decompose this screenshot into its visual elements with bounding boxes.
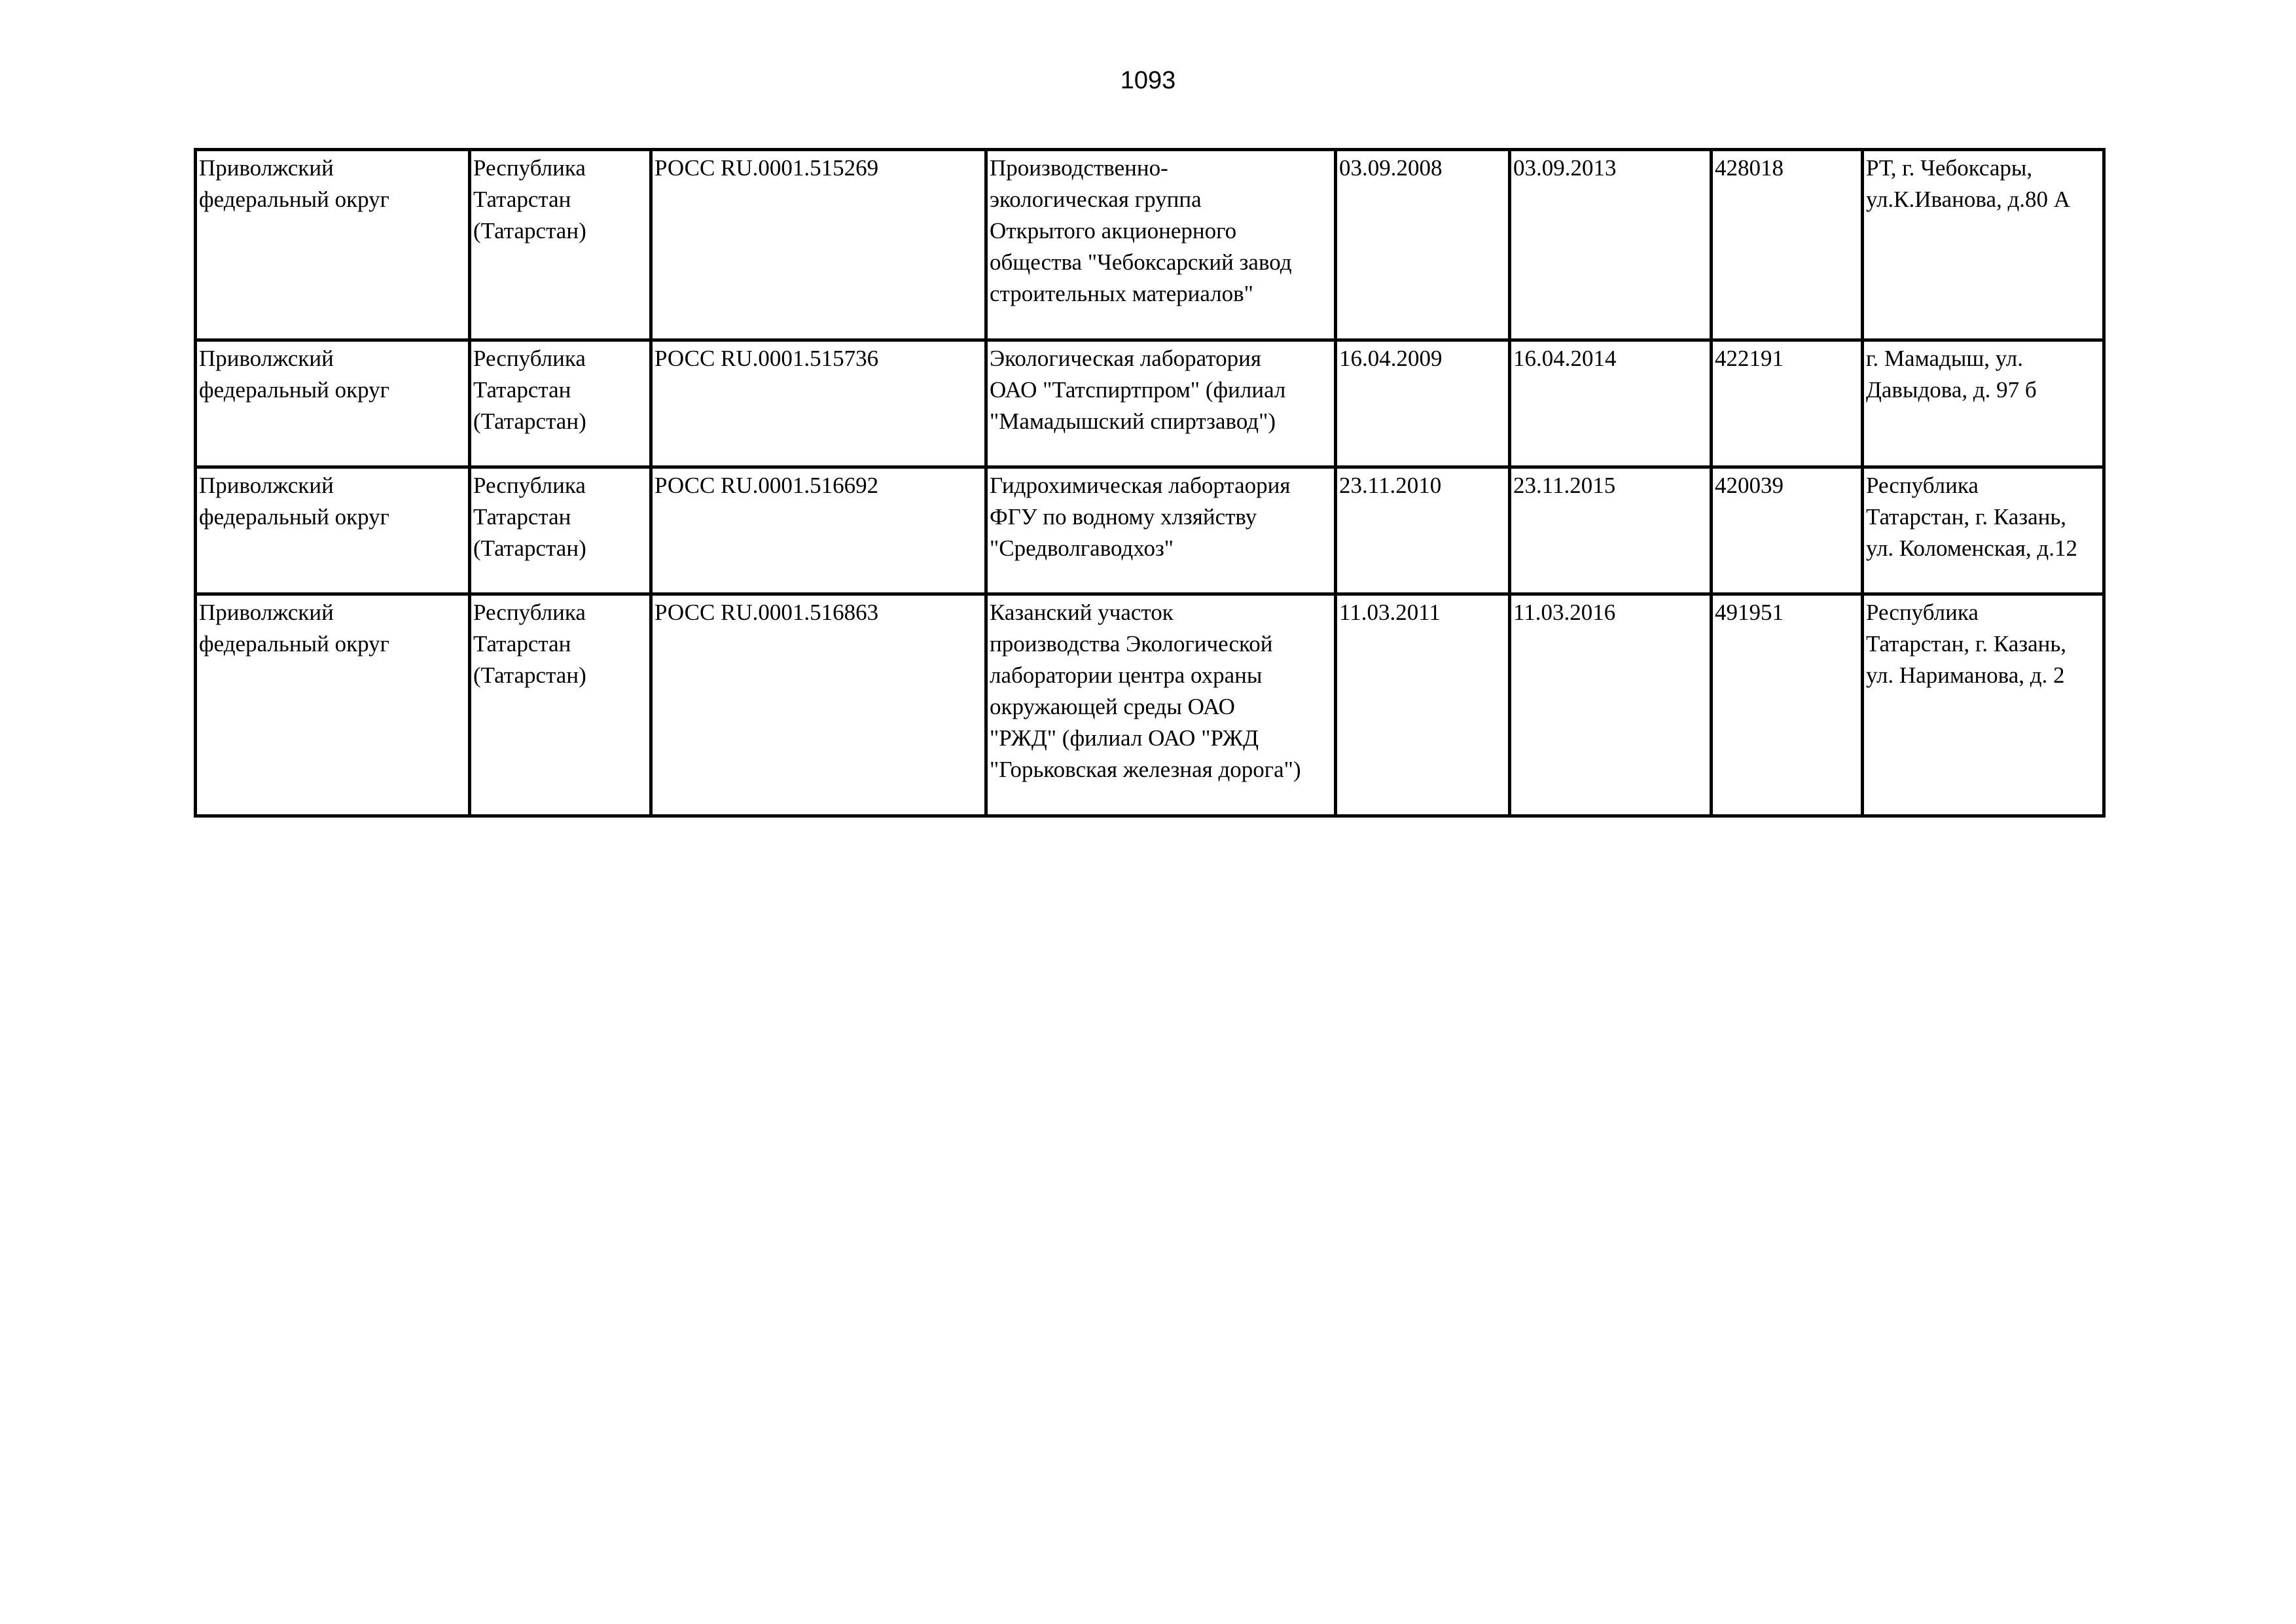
address-cell: Республика Татарстан, г. Казань, ул. Нариманова, д. 2 bbox=[1863, 594, 2104, 816]
reg-number-cell: РОСС RU.0001.515736 bbox=[651, 340, 986, 467]
date-to-cell: 03.09.2013 bbox=[1510, 150, 1712, 340]
organization-cell: Гидрохимическая лабортаория ФГУ по водному хлзяйству "Средволгаводхоз" bbox=[986, 467, 1336, 594]
district-cell: Приволжский федеральный округ bbox=[196, 340, 470, 467]
district-cell: Приволжский федеральный округ bbox=[196, 467, 470, 594]
table-row bbox=[196, 340, 2104, 467]
address-cell: РТ, г. Чебоксары, ул.К.Иванова, д.80 А bbox=[1863, 150, 2104, 340]
region-cell: Республика Татарстан (Татарстан) bbox=[470, 467, 651, 594]
page-number: 1093 bbox=[1120, 67, 1176, 94]
date-from-cell: 03.09.2008 bbox=[1336, 150, 1510, 340]
reg-number-cell: РОСС RU.0001.515269 bbox=[651, 150, 986, 340]
date-from-cell: 11.03.2011 bbox=[1336, 594, 1510, 816]
table-row bbox=[196, 594, 2104, 816]
address-cell: Республика Татарстан, г. Казань, ул. Коломенская, д.12 bbox=[1863, 467, 2104, 594]
postcode-cell: 420039 bbox=[1712, 467, 1863, 594]
region-cell: Республика Татарстан (Татарстан) bbox=[470, 594, 651, 816]
postcode-cell: 491951 bbox=[1712, 594, 1863, 816]
district-cell: Приволжский федеральный округ bbox=[196, 594, 470, 816]
date-to-cell: 23.11.2015 bbox=[1510, 467, 1712, 594]
district-cell: Приволжский федеральный округ bbox=[196, 150, 470, 340]
table-row bbox=[196, 150, 2104, 340]
region-cell: Республика Татарстан (Татарстан) bbox=[470, 340, 651, 467]
postcode-cell: 422191 bbox=[1712, 340, 1863, 467]
table-row bbox=[196, 467, 2104, 594]
registry-table bbox=[194, 148, 2106, 818]
region-cell: Республика Татарстан (Татарстан) bbox=[470, 150, 651, 340]
date-from-cell: 23.11.2010 bbox=[1336, 467, 1510, 594]
date-to-cell: 16.04.2014 bbox=[1510, 340, 1712, 467]
organization-cell: Производственно- экологическая группа Открытого акционерного общества "Чебоксарский завод строительных материалов" bbox=[986, 150, 1336, 340]
date-to-cell: 11.03.2016 bbox=[1510, 594, 1712, 816]
reg-number-cell: РОСС RU.0001.516692 bbox=[651, 467, 986, 594]
reg-number-cell: РОСС RU.0001.516863 bbox=[651, 594, 986, 816]
postcode-cell: 428018 bbox=[1712, 150, 1863, 340]
organization-cell: Экологическая лаборатория ОАО "Татспиртпром" (филиал "Мамадышский спиртзавод") bbox=[986, 340, 1336, 467]
organization-cell: Казанский участок производства Экологической лаборатории центра охраны окружающей среды ОАО "РЖД" (филиал ОАО "РЖД "Горьковская железная дорога") bbox=[986, 594, 1336, 816]
date-from-cell: 16.04.2009 bbox=[1336, 340, 1510, 467]
address-cell: г. Мамадыш, ул. Давыдова, д. 97 б bbox=[1863, 340, 2104, 467]
